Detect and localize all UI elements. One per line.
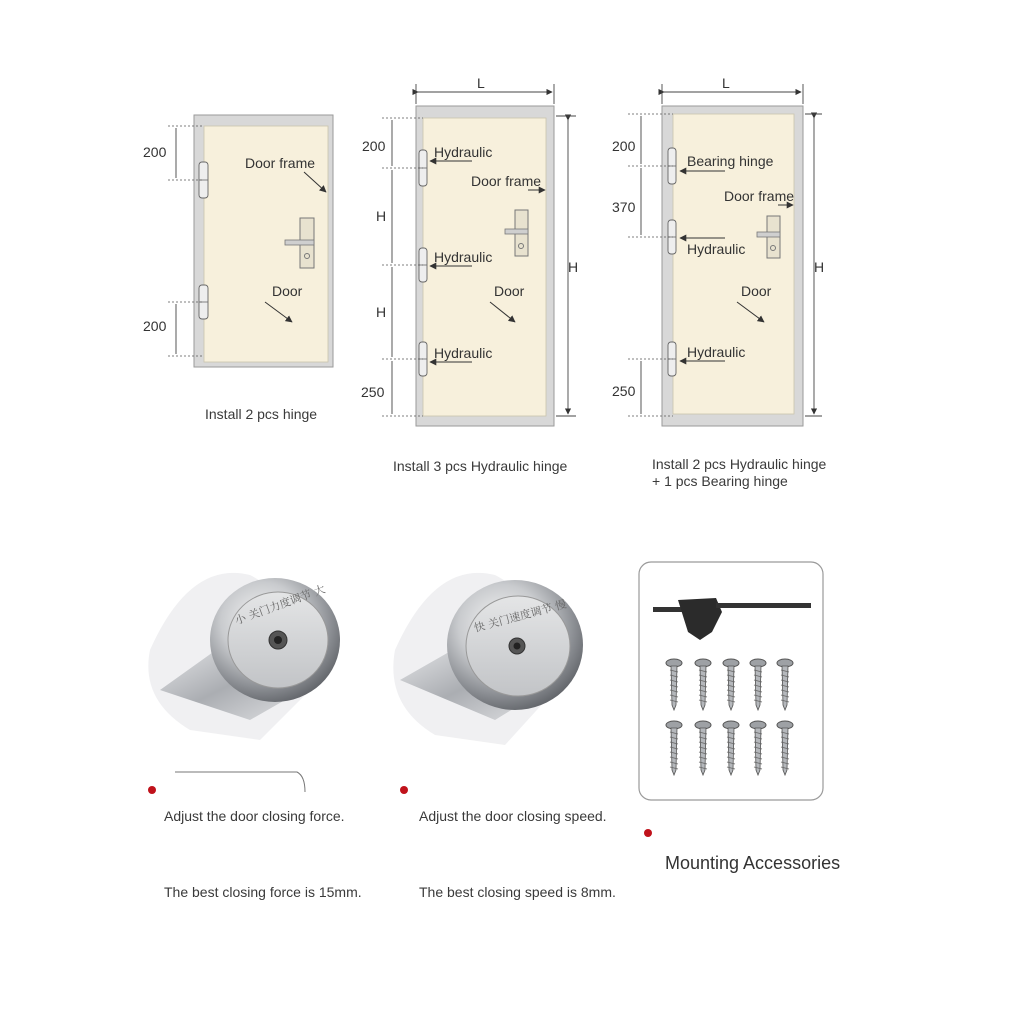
dim-bottom: 200: [143, 318, 167, 334]
label-door-frame: Door frame: [724, 188, 795, 204]
dim-height: H: [568, 259, 579, 275]
label-door-frame: Door frame: [245, 155, 316, 171]
dim-top: 200: [143, 144, 167, 160]
caption-diagram1: Install 2 pcs hinge: [205, 406, 318, 422]
dim-width: L: [477, 75, 485, 91]
label-hydraulic-middle: Hydraulic: [434, 249, 493, 265]
dim-mid: 370: [612, 199, 636, 215]
bullet-icon: [148, 786, 156, 794]
diagram-three-hydraulic: [361, 75, 578, 474]
label-bearing-hinge: Bearing hinge: [687, 153, 774, 169]
dim-top: 200: [612, 138, 636, 154]
caption-diagram3-line2: + 1 pcs Bearing hinge: [652, 473, 788, 489]
diagram-hydraulic-plus-bearing: [612, 75, 827, 489]
label-hydraulic-top: Hydraulic: [434, 144, 493, 160]
label-door-frame: Door frame: [471, 173, 542, 189]
label-hydraulic-bottom: Hydraulic: [434, 345, 493, 361]
bullet-icon: [644, 829, 652, 837]
label-door: Door: [741, 283, 772, 299]
caption-accessories: Mounting Accessories: [665, 853, 841, 873]
hinge-end-cap-speed: [393, 573, 616, 900]
bullet-icon: [400, 786, 408, 794]
caption-diagram2: Install 3 pcs Hydraulic hinge: [393, 458, 568, 474]
callout-line: [175, 772, 305, 792]
caption-force: Adjust the door closing force.: [164, 808, 345, 824]
caption-diagram3-line1: Install 2 pcs Hydraulic hinge: [652, 456, 827, 472]
note-speed: The best closing speed is 8mm.: [419, 884, 616, 900]
dim-h1: H: [376, 208, 387, 224]
diagram-two-hinges: [143, 115, 333, 422]
dim-h2: H: [376, 304, 387, 320]
caption-speed: Adjust the door closing speed.: [419, 808, 607, 824]
label-hydraulic-lower: Hydraulic: [687, 344, 746, 360]
engraving-force: 小 关门力度调节 大: [233, 582, 327, 628]
label-door: Door: [272, 283, 303, 299]
dim-bottom: 250: [612, 383, 636, 399]
note-force: The best closing force is 15mm.: [164, 884, 362, 900]
door-panel: [423, 118, 546, 416]
label-hydraulic-upper: Hydraulic: [687, 241, 746, 257]
hinge-end-cap-force: [148, 573, 362, 900]
dim-width: L: [722, 75, 730, 91]
engraving-speed: 快 关门速度调节 慢: [472, 597, 568, 635]
dim-top: 200: [362, 138, 386, 154]
label-door: Door: [494, 283, 525, 299]
dim-bottom: 250: [361, 384, 385, 400]
dim-height: H: [814, 259, 825, 275]
mounting-accessories: [639, 562, 840, 873]
